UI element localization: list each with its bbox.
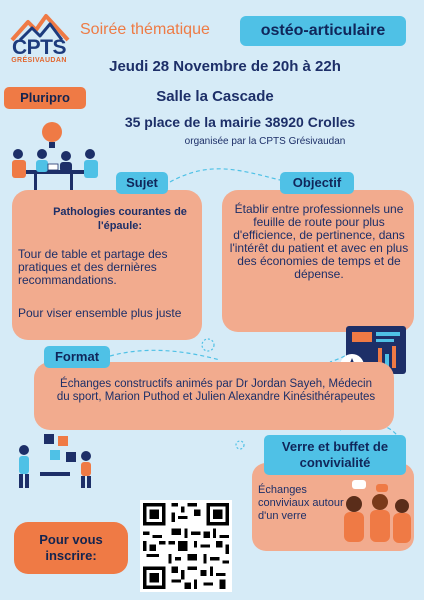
format-label: Format [44,346,110,368]
sujet-paragraph-1: Tour de table et partage des pratiques et des dernières recommandations. [18,247,168,287]
sujet-label: Sujet [116,172,168,194]
event-address: 35 place de la mairie 38920 Crolles [124,114,356,130]
verre-text: Échanges conviviaux autour d'un verre [258,484,344,522]
objectif-label: Objectif [280,172,354,194]
event-organizer: organisée par la CPTS Grésivaudan [184,136,346,147]
signup-label: Pour vous inscrire: [14,522,128,574]
format-text: Échanges constructifs animés par Dr Jordan Sayeh, Médecin du sport, Marion Puthod et Julien Alexandre Kinésithérapeutes [56,378,376,403]
signup-qr-code-icon[interactable] [140,500,232,592]
event-venue: Salle la Cascade [156,88,274,105]
event-title: Soirée thématique [80,21,210,38]
logo-name: CPTS [11,36,66,59]
meeting-people-icon [4,118,110,198]
pluripro-badge: Pluripro [4,87,86,109]
sujet-paragraph-2: Pour viser ensemble plus juste [18,306,182,320]
event-theme-badge: ostéo-articulaire [240,16,406,46]
logo-subtitle: GRÉSIVAUDAN [11,57,67,64]
sujet-heading: Pathologies courantes de l'épaule: [53,206,187,232]
puzzle-teamwork-icon [10,428,100,492]
objectif-text: Établir entre professionnels une feuille de route pour plus d'efficience, de pertinence, dans l'intérêt du patient et avec en plus des économies de temps et de dépense. [229,202,409,281]
verre-label: Verre et buffet de convivialité [264,435,406,475]
people-chatting-icon [336,478,418,554]
event-date: Jeudi 28 Novembre de 20h à 22h [109,58,341,75]
